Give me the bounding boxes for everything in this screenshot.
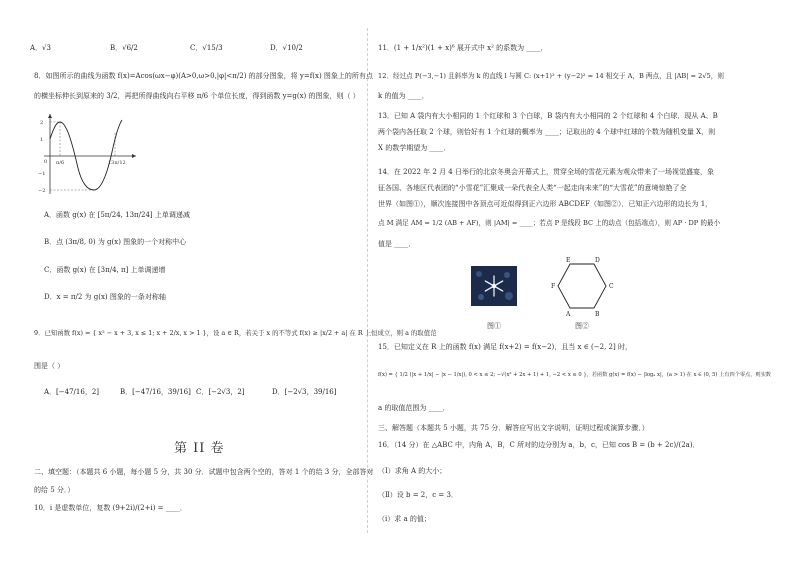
q12-line-1: 12．经过点 P(−3,−1) 且斜率为 k 的直线 l 与圆 C: (x+1)² + (y−2)² = 14 相交于 A，B 两点，且 |AB| = 2√5，则	[378, 72, 724, 80]
q14-line-2: 征各国、各地区代表团的“小雪花”汇聚成一朵代表全人类“一起走向未来”的“大雪花”的意境惊艳了全	[378, 184, 687, 192]
q15-line-1: 15．已知定义在 R 上的函数 f(x) 满足 f(x+2) = f(x−2)，且当 x ∈ (−2, 2] 时，	[378, 343, 632, 351]
q14-line-3: 世界（如图①），顺次连接图中各顶点可近似得到正六边形 ABCDEF（如图②）．已知正六边形的边长为 1，	[378, 200, 713, 208]
hexagon-label-f: F	[551, 283, 556, 290]
graph-y-label-neg1: −1	[38, 171, 46, 177]
q7-option-c: C．√15/3	[190, 44, 223, 52]
figure-1-caption: 图①	[487, 322, 501, 330]
q7-options	[30, 44, 350, 53]
fill-in-instructions-1: 二、填空题：（本题共 6 小题，每小题 5 分，共 30 分．试题中包含两个空的，答对 1 个的给 3 分，全部答对	[34, 468, 374, 476]
column-divider	[367, 28, 368, 533]
snowflake-image	[471, 266, 517, 306]
hexagon-label-a: A	[566, 311, 571, 318]
q9-line-2: 围是（ ）	[34, 362, 65, 370]
q14-line-1: 14．在 2022 年 2 月 4 日举行的北京冬奥会开幕式上，贯穿全场的雪花元素为观众带来了一场视觉盛宴，象	[378, 168, 714, 176]
q13-line-2: 两个袋内各任取 2 个球，则恰好有 1 个红球的概率为 ____；记取出的 4 个球中红球的个数为随机变量 X，则	[378, 128, 716, 136]
q13-line-3: X 的数学期望为 ____．	[378, 144, 451, 152]
q11-line: 11．(1 + 1/x²)(1 + x)⁶ 展开式中 x² 的系数为 ____．	[378, 44, 548, 52]
q15-line-3: a 的取值范围为 ____．	[378, 404, 450, 412]
q8-option-a: A．函数 g(x) 在 [5π/24, 13π/24] 上单调递减	[44, 211, 190, 219]
q7-option-d: D．√10/2	[270, 44, 303, 52]
q16-part-2-i: （ⅰ）求 a 的值；	[378, 515, 431, 523]
graph-y-label-2: 2	[40, 120, 44, 126]
solution-section-heading: 三、解答题（本题共 5 小题，共 75 分．解答应写出文字说明，证明过程或演算步骤．）	[378, 424, 649, 432]
q9-option-a: A．[−47/16，2]	[44, 388, 100, 396]
q9-option-b: B．[−47/16，39/16]	[120, 388, 191, 396]
q12-line-2: k 的值为 ____．	[378, 92, 429, 100]
q9-option-d: D．[−2√3，39/16]	[272, 388, 337, 396]
q15-line-2: f(x) = { 1/2 (|x + 1/x| − |x − 1/x|), 0 < x ≤ 2; −√(x² + 2x + 1) + 1, −2 < x ≤ 0 }，若函数 g(x) = f(x) − |logₐ x|，(a > 1) 在 x ∈ (0, 5) 上有四个零点，则实数	[378, 372, 771, 378]
q7-option-b: B．√6/2	[110, 44, 138, 52]
q8-line-1: 8．如图所示的曲线为函数 f(x)=Acos(ωx−φ)(A>0,ω>0,|φ|<π/2) 的部分图象，将 y=f(x) 图象上的所有点	[34, 72, 373, 80]
graph-y-label-neg2: −2	[38, 188, 46, 194]
graph-x-label-pi6: π/6	[56, 160, 65, 166]
hexagon-label-d: D	[595, 257, 600, 264]
section-heading: 第 II 卷	[174, 441, 225, 456]
hexagon-label-e: E	[566, 257, 571, 264]
q14-line-5: 值是 ____．	[378, 240, 416, 248]
q13-line-1: 13．已知 A 袋内有大小相同的 1 个红球和 3 个白球，B 袋内有大小相同的 2 个红球和 4 个白球．现从 A、B	[378, 112, 718, 120]
q8-option-d: D．x = π/2 为 g(x) 图象的一条对称轴	[44, 293, 166, 301]
q9-option-c: C．[−2√3，2]	[196, 388, 245, 396]
q16-line-1: 16．（14 分）在 △ABC 中，内角 A，B，C 所对的边分别为 a，b，c，已知 cos B = (b + 2c)/(2a)．	[378, 441, 700, 449]
q8-option-c: C．函数 g(x) 在 [3π/4, π] 上单调递增	[44, 266, 166, 274]
graph-x-label-13pi12: 13π/12	[108, 160, 126, 166]
hexagon-label-c: C	[609, 283, 614, 290]
hexagon-shape	[558, 264, 606, 308]
graph-origin-label: 0	[44, 159, 48, 165]
q8-line-2: 的横坐标伸长到原来的 3/2，再把所得曲线向右平移 π/6 个单位长度，得到函数 y=g(x) 的图象，则（ ）	[34, 92, 360, 100]
q16-part-2: （Ⅱ）设 b = 2，c = 3．	[378, 491, 458, 499]
hexagon-label-b: B	[595, 311, 600, 318]
q9-line-1: 9．已知函数 f(x) = { x² − x + 3, x ≤ 1; x + 2/x, x > 1 }，设 a ∈ R，若关于 x 的不等式 f(x) ≥ |x/2 + a| 在 R 上恒成立，则 a 的取值范	[34, 329, 437, 337]
hexagon-diagram	[550, 256, 620, 322]
q16-part-1: （Ⅰ）求角 A 的大小；	[378, 467, 447, 475]
fill-in-instructions-2: 的给 5 分．）	[34, 486, 75, 494]
q7-option-a: A．√3	[30, 44, 51, 52]
graph-y-label-1: 1	[40, 137, 44, 143]
graph-x-arrow	[132, 154, 136, 158]
q14-line-4: 点 M 满足 AM = 1/2 (AB + AF)，则 |AM| = ____；若点 P 是线段 BC 上的动点（包括端点），则 AP · DP 的最小	[378, 219, 721, 227]
q10-line: 10．i 是虚数单位，复数 (9+2i)/(2+i) = ____．	[34, 504, 187, 512]
graph-y-arrow	[48, 114, 52, 118]
q8-cosine-graph	[38, 112, 138, 196]
figure-2-caption: 图②	[575, 322, 589, 330]
q8-option-b: B．点 (3π/8, 0) 为 g(x) 图象的一个对称中心	[44, 238, 187, 246]
q9-options	[44, 388, 354, 397]
graph-curve	[50, 120, 122, 190]
